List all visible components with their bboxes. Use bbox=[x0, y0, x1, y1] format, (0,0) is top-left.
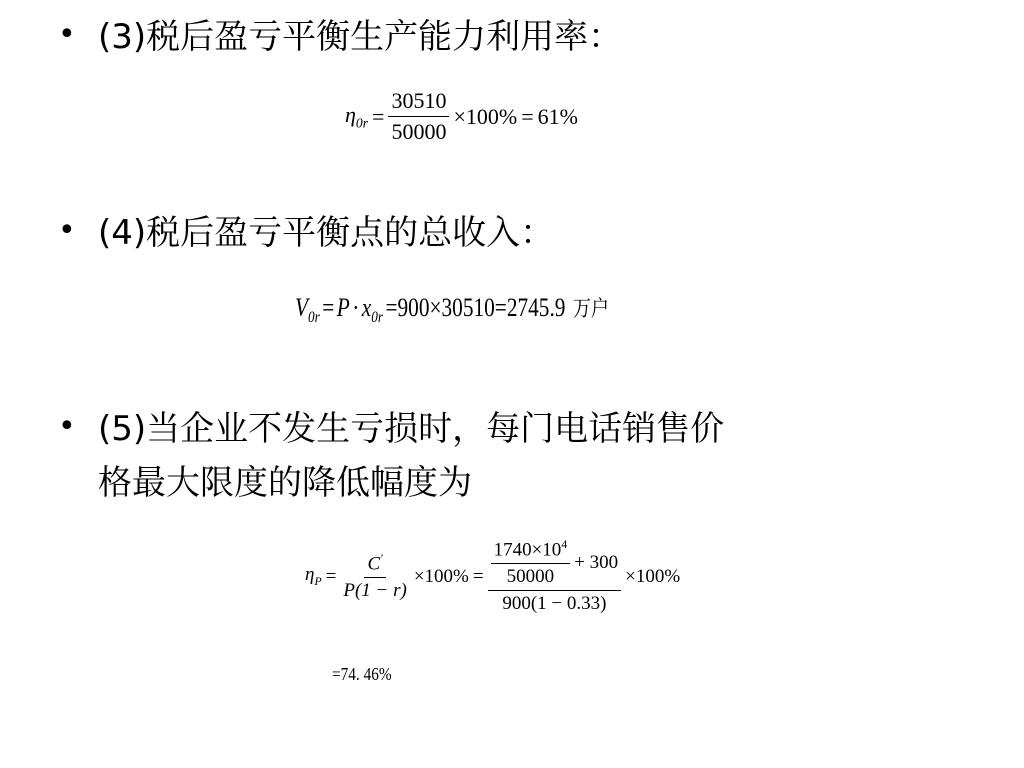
bullet-item-3 bbox=[58, 10, 622, 64]
inner-fraction bbox=[491, 538, 571, 588]
item-3-label: (3)税后盈亏平衡生产能力利用率： bbox=[98, 17, 623, 57]
item-4-label: (4)税后盈亏平衡点的总收入： bbox=[98, 213, 555, 253]
equals-sign: = bbox=[322, 293, 335, 322]
fraction-numerator: 30510 bbox=[388, 88, 449, 117]
unit-label: 万户 bbox=[572, 297, 609, 322]
formula-price-reduction bbox=[305, 538, 680, 615]
times-100-percent: ×100% bbox=[625, 565, 681, 587]
times-100-percent: ×100% bbox=[453, 103, 518, 129]
formula-total-revenue bbox=[295, 292, 609, 327]
bullet-item-5 bbox=[58, 402, 724, 510]
compound-denominator: 900(1 − 0.33) bbox=[502, 593, 607, 615]
fraction bbox=[388, 88, 449, 145]
equals-sign: = bbox=[372, 103, 385, 129]
inner-denominator: 50000 bbox=[506, 566, 555, 588]
fraction-denominator: 50000 bbox=[391, 119, 447, 144]
formula-capacity-utilization bbox=[345, 88, 578, 145]
formula-computation: =900×30510=2745.9 bbox=[385, 293, 566, 322]
bullet-dot: • bbox=[58, 213, 76, 248]
item-5-label-line1: (5)当企业不发生亏损时，每门电话销售价 bbox=[98, 409, 725, 449]
bullet-item-4 bbox=[58, 206, 554, 260]
fraction-c-over-p bbox=[340, 552, 409, 602]
v-symbol: $V_{0r}$ bbox=[295, 293, 320, 327]
formula-result: 61% bbox=[537, 103, 578, 129]
formula-final-result: =74. 46% bbox=[332, 664, 392, 684]
p-symbol: P bbox=[336, 293, 350, 322]
item-5-label-line2: 格最大限度的降低幅度为 bbox=[98, 463, 472, 503]
equals-sign: = bbox=[325, 565, 337, 587]
x-symbol: $x_{0r}$ bbox=[361, 293, 384, 327]
compound-numerator bbox=[488, 538, 622, 591]
plus-term: + 300 bbox=[574, 552, 619, 574]
compound-fraction bbox=[488, 538, 622, 615]
fraction-numerator: C' bbox=[364, 552, 385, 578]
equals-sign: = bbox=[472, 565, 484, 587]
fraction-denominator: P(1 − r) bbox=[343, 579, 407, 601]
bullet-dot: • bbox=[58, 409, 76, 444]
equals-sign: = bbox=[521, 103, 534, 129]
times-100-percent: ×100% bbox=[413, 565, 469, 587]
item-5-label bbox=[98, 402, 724, 510]
dot-operator: · bbox=[352, 293, 360, 322]
inner-numerator: $1740\times 10^4$ bbox=[491, 538, 571, 564]
eta-symbol: $\eta_P$ bbox=[305, 564, 322, 589]
bullet-dot: • bbox=[58, 17, 76, 52]
eta-symbol: $\eta_{0r}$ bbox=[345, 101, 369, 131]
